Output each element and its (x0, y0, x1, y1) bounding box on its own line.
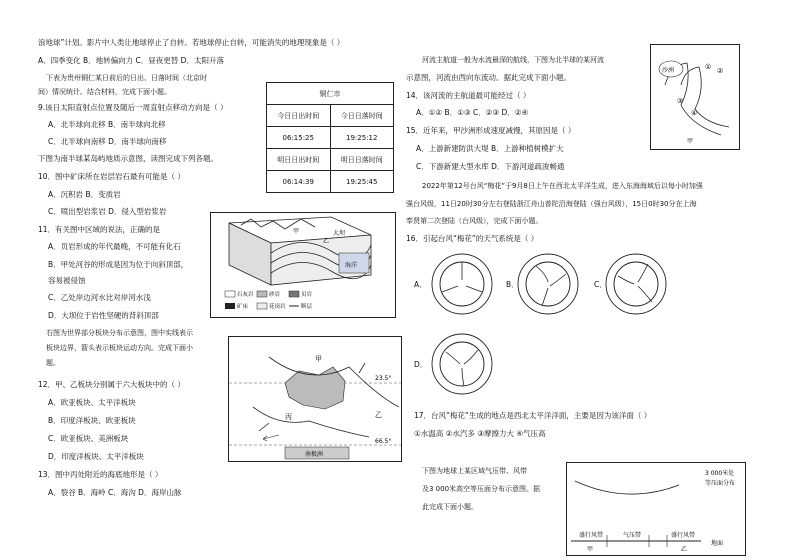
q12-stem: 12．甲、乙板块分别属于六大板块中的（ ） (38, 380, 185, 389)
sunrise-table (266, 82, 394, 193)
cyclone-a-icon (430, 252, 494, 316)
label-jia: 甲 (293, 228, 300, 235)
label-antarctica: 南极洲 (305, 451, 324, 458)
q16-option-b-label: B． (506, 280, 519, 289)
legend-limestone: 石灰岩 (237, 292, 254, 298)
plate-map (229, 337, 401, 461)
legend-granite: 花岗岩 (269, 304, 286, 310)
q18-intro-3: 此完成下面小题。 (422, 503, 478, 511)
geologic-figure (210, 212, 396, 318)
q13-stem: 13．图中丙处附近的海底地形是（ ） (38, 470, 163, 479)
q10-options-ab: A．沉积岩 B．变质岩 (48, 190, 121, 199)
label-river-jia: 甲 (687, 138, 694, 145)
label-3000m: 3 000米处 (705, 470, 735, 477)
q11-option-c: C．乙处岸边河水比对岸河水浅 (48, 293, 151, 302)
legend-sandstone: 砂岩 (269, 292, 281, 298)
q10-stem: 10．图中矿床所在岩层岩石最有可能是（ ） (38, 172, 185, 181)
label-plate-yi: 乙 (375, 411, 382, 419)
table-cell: 今日日出时间 (267, 105, 331, 127)
label-pos-2: ② (717, 67, 724, 75)
label-pos-4: ④ (691, 109, 698, 117)
table-cell: 06:15:25 (267, 127, 331, 149)
q9-intro: 下表为贵州铜仁某日前后的日出、日落时间（北京时 (46, 74, 207, 82)
cyclone-b-icon (516, 252, 580, 316)
q10-intro: 下图为南半球某岛屿地质示意图，读图完成下列各题。 (38, 154, 218, 163)
q14-options: A．①② B．①③ C．②③ D．②④ (416, 108, 529, 117)
label-pressure-belt: 气压带 (623, 532, 642, 539)
legend-shale: 页岩 (301, 292, 313, 298)
q10-options-cd: C．喷出型岩浆岩 D．侵入型岩浆岩 (48, 207, 167, 216)
q16-option-c-label: C． (594, 280, 607, 289)
q12-option-a: A．欧亚板块、太平洋板块 (48, 398, 136, 407)
legend-fault: 断层 (301, 304, 313, 310)
q12-option-b: B．印度洋板块、欧亚板块 (48, 416, 136, 425)
label-wind-belt-2: 盛行风带 (671, 532, 696, 539)
q16-intro-3: 奉贤第二次登陆（台风级），完成下面小题。 (406, 217, 543, 225)
q11-option-d: D．大坝位于岩性坚硬的背斜顶部 (48, 311, 159, 320)
geologic-diagram (211, 213, 395, 317)
q-intro-line: 浪地球”计划。影片中人类让地球停止了自转。若地球停止自转，可能消失的地理现象是（ ） (38, 38, 345, 47)
q18-intro: 下图为地球上某区域气压带、风带 (422, 467, 527, 475)
q12-option-d: D．印度洋板块、太平洋板块 (48, 452, 144, 461)
q12-intro-3: 题。 (46, 359, 60, 367)
q8-options: A．四季变化 B．地转偏向力 C．昼夜更替 D．太阳升落 (38, 56, 224, 65)
q11-stem: 11．有关图中区域的说法，正确的是 (38, 225, 161, 234)
q12-intro-2: 板块边界，箭头表示板块运动方向。完成下面小 (46, 344, 193, 352)
label-lat-235: 23.5° (375, 375, 392, 382)
label-ocean: 海洋 (345, 262, 358, 269)
label-ground: 地面 (711, 540, 724, 547)
q16-intro: 2022年第12号台风“梅花”于9月8日上午在西北太平洋生成，进入东海海域后以每小时加强 (422, 182, 703, 190)
table-cell: 06:14:39 (267, 171, 331, 193)
table-cell: 明日日落时间 (330, 149, 394, 171)
table-cell: 明日日出时间 (267, 149, 331, 171)
label-pos-1: ① (705, 63, 712, 71)
q14-intro-2: 示意图，河流由西向东流动。据此完成下面小题。 (406, 73, 571, 82)
label-sandbar: 沙洲 (662, 67, 675, 74)
pressure-diagram (567, 463, 745, 555)
label-pos-3: ③ (677, 97, 684, 105)
label-end-yi: 乙 (681, 546, 688, 553)
q14-intro: 河流主航道一般为水流最深的航线，下图为北半球的某河流 (422, 56, 604, 64)
q18-intro-2: 及3 000米高空等压面分布示意图。据 (422, 485, 541, 493)
q12-intro: 右图为世界部分板块分布示意图，图中实线表示 (46, 329, 193, 337)
q16-option-d-label: D． (414, 360, 428, 369)
table-cell: 19:25:12 (330, 127, 394, 149)
q17-stem: 17．台风“梅花”生成的地点是西北太平洋洋面，主要是因为该洋面（ ） (414, 411, 652, 420)
q17-options: ①水温高 ②水汽多 ③摩擦力大 ④气压高 (414, 429, 546, 438)
label-lat-665: 66.5° (375, 438, 392, 445)
q9-options-ab: A．北半球向北移 B．南半球向北移 (48, 120, 166, 129)
river-diagram (651, 45, 739, 149)
q9-options-cd: C．北半球向南移 D．南半球向南移 (48, 137, 167, 146)
q9-stem: 9.该日太阳直射点位置及随后一周直射点移动方向是（ ） (38, 103, 228, 112)
q15-options-cd: C．下游新建大型水库 D．下游河道疏浚畅通 (416, 162, 565, 171)
q13-options: A．裂谷 B．海岭 C．海沟 D．海岸山脉 (48, 488, 182, 497)
cyclone-c-icon (604, 252, 668, 316)
plate-map-figure (228, 336, 402, 462)
q11-option-b-2: 容易被侵蚀 (48, 276, 86, 285)
label-dam: 大坝 (333, 230, 346, 237)
table-title: 铜仁市 (267, 83, 394, 105)
pressure-figure (566, 462, 746, 556)
q15-options-ab: A．上游新建防洪大堤 B．上游种植树模扩大 (416, 144, 564, 153)
label-plate-bing: 丙 (285, 413, 292, 421)
river-figure (650, 44, 740, 150)
label-yi: 乙 (323, 238, 330, 245)
q14-stem: 14．该河流的主航道最可能经过（ ） (406, 91, 531, 100)
label-end-jia: 甲 (587, 546, 594, 553)
label-wind-belt-1: 盛行风带 (579, 532, 604, 539)
q16-option-a-label: A． (414, 280, 427, 289)
cyclone-d-icon (430, 332, 494, 396)
q16-intro-2: 强台风级，11日20时30分左右登陆浙江舟山普陀沿海登陆（强台风级），15日0时30分在上海 (406, 200, 697, 208)
q11-option-a: A．页岩形成的年代最晚，不可能有化石 (48, 242, 181, 251)
q11-option-b: B．甲处河谷的形成是因为位于向斜顶部， (48, 260, 189, 269)
label-plate-jia: 甲 (315, 355, 322, 363)
q16-stem: 16．引起台风“梅花”的天气系统是（ ） (406, 234, 539, 243)
table-cell: 19:25:45 (330, 171, 394, 193)
legend-ore: 矿床 (237, 304, 249, 310)
label-isobar: 等压面分布 (705, 480, 736, 487)
q15-stem: 15．近年来，甲沙洲形成速度减慢，其原因是（ ） (406, 126, 576, 135)
q12-option-c: C．欧亚板块、美洲板块 (48, 434, 129, 443)
q9-intro-2: 间）情况统计。结合材料，完成下面小题。 (38, 88, 171, 96)
table-cell: 今日日落时间 (330, 105, 394, 127)
